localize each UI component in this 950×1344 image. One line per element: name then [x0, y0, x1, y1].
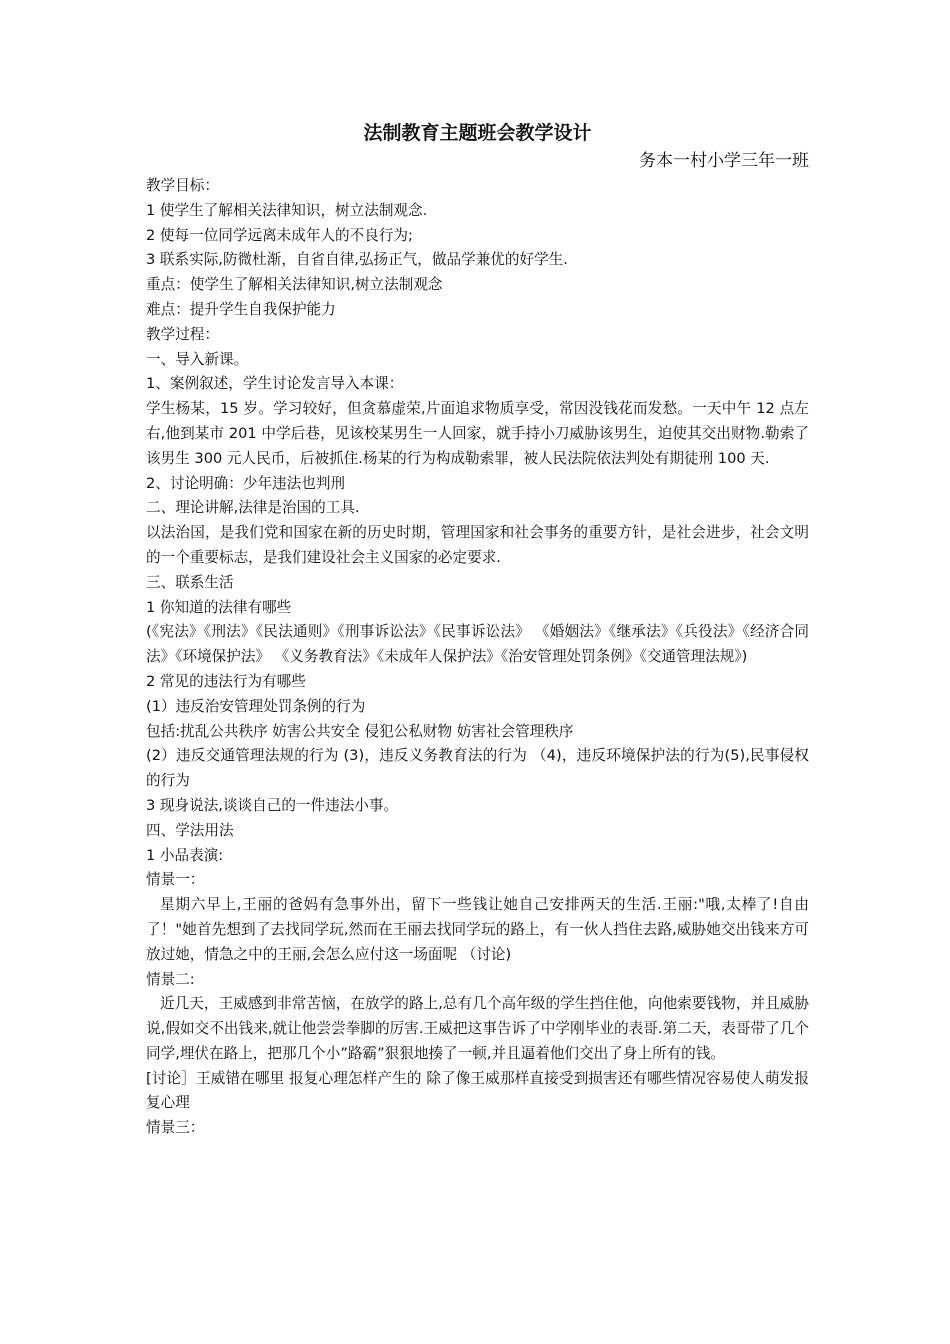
text-line: 教学过程： — [146, 325, 219, 343]
text-line: 情景三： — [146, 1119, 205, 1137]
text-line: 1 小品表演: — [146, 846, 224, 864]
text-line: (1）违反治安管理处罚条例的行为 — [146, 697, 366, 715]
text-line: 1 你知道的法律有哪些 — [146, 598, 292, 616]
text-line: 2、讨论明确：少年违法也判刑 — [146, 474, 346, 492]
text-line: 3 现身说法,谈谈自己的一件违法小事。 — [146, 796, 399, 814]
text-line: 2 使每一位同学远离未成年人的不良行为; — [146, 226, 413, 244]
text-line: 四、学法用法 — [146, 821, 234, 839]
text-paragraph: [讨论］王威错在哪里 报复心理怎样产生的 除了像王威那样直接受到损害还有哪些情况容易使人萌发报复心理 — [146, 1069, 809, 1112]
document-subtitle: 务本一村小学三年一班 — [639, 151, 809, 171]
text-paragraph: 近几天，王威感到非常苦恼，在放学的路上,总有几个高年级的学生挡住他，向他索要钱物，并且威胁说,假如交不出钱来,就让他尝尝拳脚的厉害.王威把这事告诉了中学刚毕业的表哥.第二天，表哥带了几个同学,埋伏在路上，把那几个小”路霸”狠狠地揍了一顿,并且逼着他们交出了身上所有的钱。 — [146, 995, 809, 1062]
text-line: 1 使学生了解相关法律知识，树立法制观念. — [146, 201, 428, 219]
document-title: 法制教育主题班会教学设计 — [363, 122, 592, 144]
text-line: 情景二: — [146, 970, 195, 988]
text-line: 一、导入新课。 — [146, 350, 249, 368]
document-body — [146, 118, 809, 1141]
text-line: 二、理论讲解,法律是治国的工具. — [146, 499, 360, 517]
text-line: 1、案例叙述，学生讨论发言导入本课： — [146, 375, 404, 393]
text-paragraph: 星期六早上,王丽的爸妈有急事外出，留下一些钱让她自己安排两天的生活.王丽:"哦,太棒了!自由了！"她首先想到了去找同学玩,然而在王丽去找同学玩的路上，有一伙人挡住去路,威胁她交出钱来方可放过她，情急之中的王丽,会怎么应付这一场面呢 （讨论) — [146, 896, 809, 963]
text-line: 包括:扰乱公共秩序 妨害公共安全 侵犯公私财物 妨害社会管理秩序 — [146, 722, 574, 740]
text-line: 难点：提升学生自我保护能力 — [146, 300, 336, 318]
text-line: 重点：使学生了解相关法律知识,树立法制观念 — [146, 276, 443, 294]
text-paragraph: (《宪法》《刑法》《民法通则》《刑事诉讼法》《民事诉讼法》 《婚姻法》《继承法》《兵役法》《经济合同法》《环境保护法》 《义务教育法》《未成年人保护法》《治安管理处罚条例》《交通管理法规》) — [146, 623, 809, 666]
text-paragraph: 以法治国，是我们党和国家在新的历史时期，管理国家和社会事务的重要方针，是社会进步，社会文明的一个重要标志，是我们建设社会主义国家的必定要求. — [146, 524, 809, 566]
text-line: 教学目标： — [146, 177, 219, 194]
text-line: 2 常见的违法行为有哪些 — [146, 672, 306, 690]
text-line: 3 联系实际,防微杜渐，自省自律,弘扬正气，做品学兼优的好学生. — [146, 251, 568, 269]
text-paragraph: 学生杨某，15 岁。学习较好，但贪慕虚荣,片面追求物质享受，常因没钱花而发愁。一天中午 12 点左右,他到某市 201 中学后巷，见该校某男生一人回家，就手持小刀威胁该男生，迫使其交出财物.勒索了该男生 300 元人民币，后被抓住.杨某的行为构成勒索罪，被人民法院依法判处有期徒刑 100 天. — [146, 400, 809, 467]
text-line: 情景一： — [146, 871, 205, 889]
text-line: 三、联系生活 — [146, 573, 234, 591]
text-paragraph: (2）违反交通管理法规的行为 (3)，违反义务教育法的行为 （4)，违反环境保护法的行为(5),民事侵权的行为 — [146, 747, 809, 790]
